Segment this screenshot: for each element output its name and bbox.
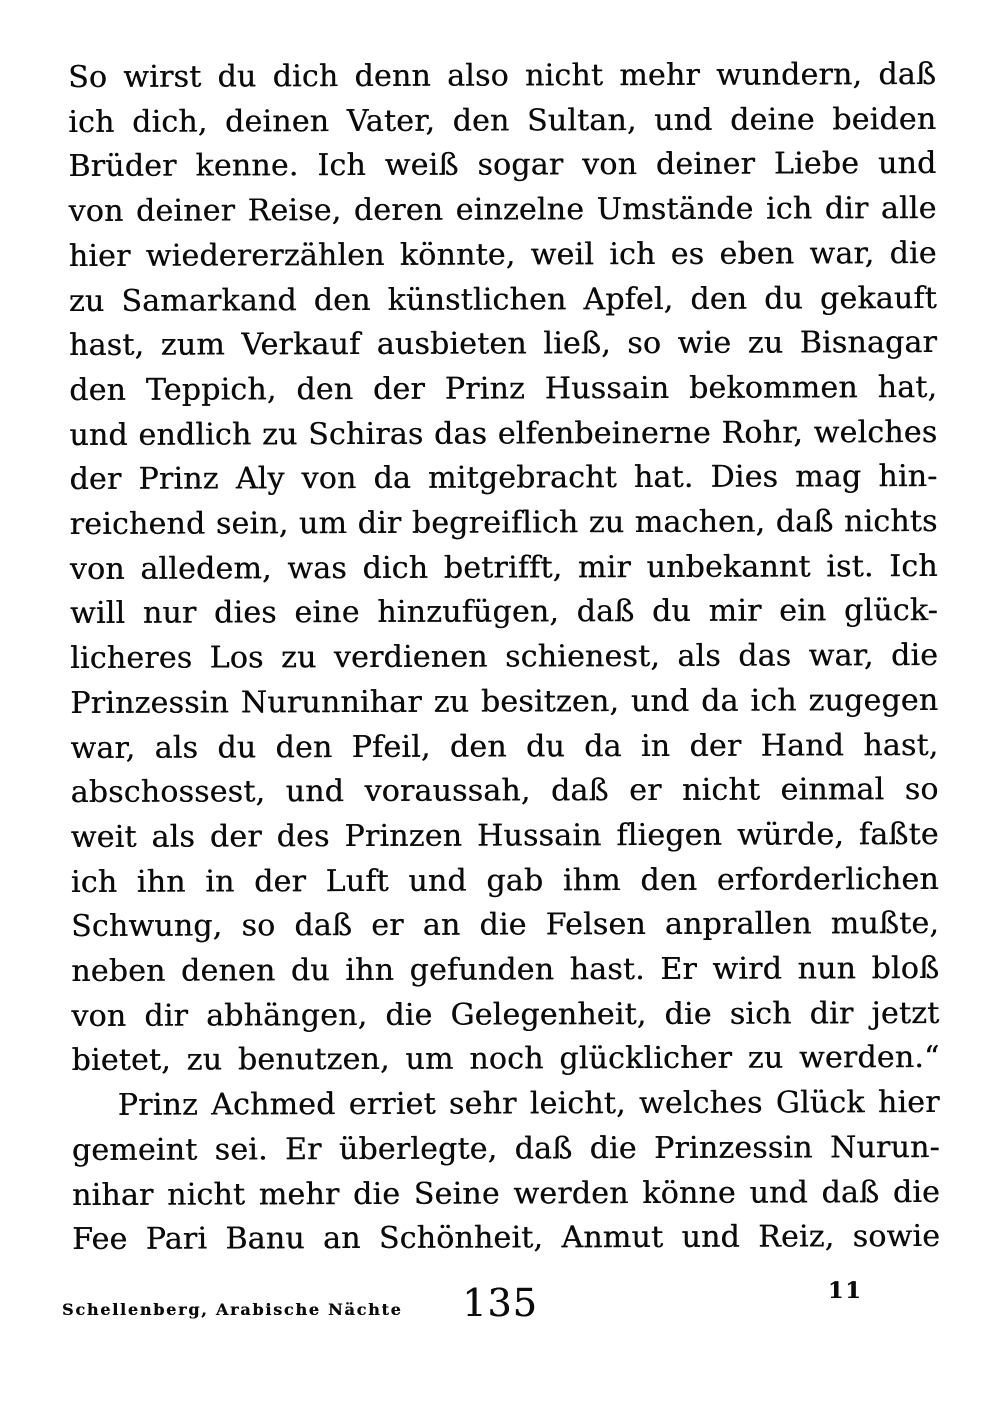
text-line: war, als du den Pfeil, den du da in der Hand hast, xyxy=(70,727,939,766)
signature-mark: 11 xyxy=(828,1278,863,1304)
text-line: den Teppich, den der Prinz Hussain bekommen hat, xyxy=(69,369,938,408)
text-line: abschossest, und voraussah, daß er nicht einmal so xyxy=(70,772,939,811)
text-line: Schwung, so daß er an die Felsen anprallen mußte, xyxy=(70,906,940,945)
text-line: weit als der des Prinzen Hussain fliegen würde, faßte xyxy=(70,816,939,855)
text-line: ich ihn in der Luft und gab ihm den erforderlichen xyxy=(70,861,939,900)
text-line: hast, zum Verkauf ausbieten ließ, so wie zu Bisnagar xyxy=(68,325,938,364)
text-line: Brüder kenne. Ich weiß sogar von deiner Liebe und xyxy=(68,146,937,185)
text-line: nihar nicht mehr die Seine werden könne und daß die xyxy=(71,1174,941,1213)
text-line: Fee Pari Banu an Schönheit, Anmut und Reiz, sowie xyxy=(72,1219,941,1258)
footer-imprint: Schellenberg, Arabische Nächte xyxy=(62,1300,403,1319)
text-line: von deiner Reise, deren einzelne Umstände ich dir alle xyxy=(68,191,937,230)
text-line: ich dich, deinen Vater, den Sultan, und deine beiden xyxy=(68,101,937,140)
text-line: will nur dies eine hinzufügen, daß du mir ein glück- xyxy=(69,593,939,632)
text-line: reichend sein, um dir begreiflich zu machen, daß nichts xyxy=(69,503,938,543)
text-line: hier wiedererzählen könnte, weil ich es eben war, die xyxy=(68,235,937,274)
text-line: und endlich zu Schiras das elfenbeinerne Rohr, welches xyxy=(69,414,938,453)
text-line: gemeint sei. Er überlegte, daß die Prinzessin Nurun- xyxy=(71,1129,940,1168)
text-line: der Prinz Aly von da mitgebracht hat. Dies mag hin- xyxy=(69,459,938,498)
text-line: von alledem, was dich betrifft, mir unbekannt ist. Ich xyxy=(69,548,938,587)
text-line: von dir abhängen, die Gelegenheit, die sich dir jetzt xyxy=(71,995,940,1034)
text-line: licheres Los zu verdienen schienest, als das war, die xyxy=(70,638,939,677)
body-text xyxy=(68,53,940,1263)
text-line: So wirst du dich denn also nicht mehr wundern, daß xyxy=(68,56,937,95)
page-number: 135 xyxy=(462,1281,538,1325)
text-line: zu Samarkand den künstlichen Apfel, den du gekauft xyxy=(68,280,937,319)
text-line: neben denen du ihn gefunden hast. Er wird nun bloß xyxy=(71,951,940,990)
paragraph-first-line: Prinz Achmed erriet sehr leicht, welches Glück hier xyxy=(117,1085,940,1124)
text-line: bietet, zu benutzen, um noch glücklicher zu werden.“ xyxy=(71,1040,940,1079)
text-line: Prinzessin Nurunnihar zu besitzen, und da ich zugegen xyxy=(70,682,939,721)
